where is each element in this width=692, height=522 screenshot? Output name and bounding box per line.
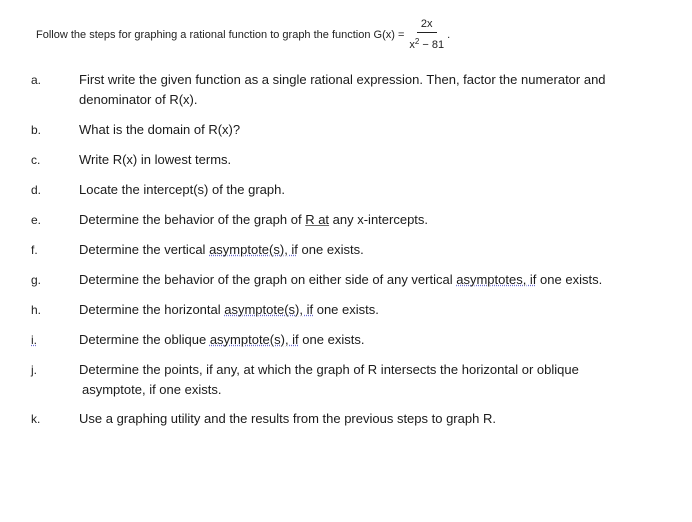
instruction-period: . (447, 29, 451, 41)
step-text-part: one exists. (298, 332, 365, 347)
step-letter: e. (31, 213, 42, 227)
step-text-part: Determine the oblique (79, 332, 210, 347)
step-text (79, 70, 639, 110)
step-text (79, 360, 639, 400)
step-text (79, 270, 639, 290)
step-text: Locate the intercept(s) of the graph. (79, 182, 285, 197)
fraction-denominator (407, 33, 446, 52)
denominator-exponent: 2 (414, 37, 420, 46)
step-letter: i. (31, 333, 37, 347)
step-letter: b. (31, 123, 42, 137)
step-text-part: Determine the vertical (79, 242, 210, 257)
step-text-line: asymptote, if one exists. (82, 382, 222, 397)
glossary-link[interactable]: asymptote(s), if (209, 242, 298, 257)
step-text-line: First write the given function as a single rational expression. Then, factor the numerator and (79, 72, 606, 87)
denominator-rest: − 81 (419, 39, 445, 51)
step-letter: a. (31, 73, 42, 87)
step-text-part: Determine the behavior of the graph on either side of any vertical (79, 272, 457, 287)
glossary-link[interactable]: asymptotes, if (456, 272, 537, 287)
step-text-part: any x-intercepts. (329, 212, 429, 227)
step-text-line: denominator of R(x). (79, 92, 198, 107)
step-text-part: one exists. (536, 272, 603, 287)
step-letter: k. (31, 412, 41, 426)
step-text-line: Determine the points, if any, at which the graph of R intersects the horizontal or oblique (79, 362, 579, 377)
glossary-link[interactable]: asymptote(s), if (209, 332, 299, 347)
problem-instruction (36, 18, 450, 52)
step-text-part: one exists. (313, 302, 379, 317)
step-text-part: Determine the horizontal (79, 302, 225, 317)
step-text-part: one exists. (297, 242, 364, 257)
glossary-link[interactable]: R at (305, 212, 330, 227)
step-letter: d. (31, 183, 42, 197)
step-letter: h. (31, 303, 42, 317)
step-text: Use a graphing utility and the results from the previous steps to graph R. (79, 411, 496, 426)
fraction-numerator: 2x (417, 18, 437, 33)
step-letter: c. (31, 153, 41, 167)
instruction-text: Follow the steps for graphing a rational function to graph the function G(x) (36, 29, 395, 41)
step-text: What is the domain of R(x)? (79, 122, 241, 137)
step-text-part: Determine the behavior of the graph of (79, 212, 306, 227)
equals-sign: = (397, 29, 405, 41)
step-text (79, 240, 639, 260)
step-letter: j. (31, 363, 37, 377)
step-letter: f. (31, 243, 38, 257)
step-letter: g. (31, 273, 42, 287)
function-fraction (407, 18, 446, 52)
step-text (79, 210, 639, 230)
step-text: Write R(x) in lowest terms. (79, 152, 232, 167)
step-text (79, 300, 639, 320)
glossary-link[interactable]: asymptote(s), if (224, 302, 314, 317)
denominator-base: x (409, 39, 415, 51)
step-text (79, 330, 639, 350)
